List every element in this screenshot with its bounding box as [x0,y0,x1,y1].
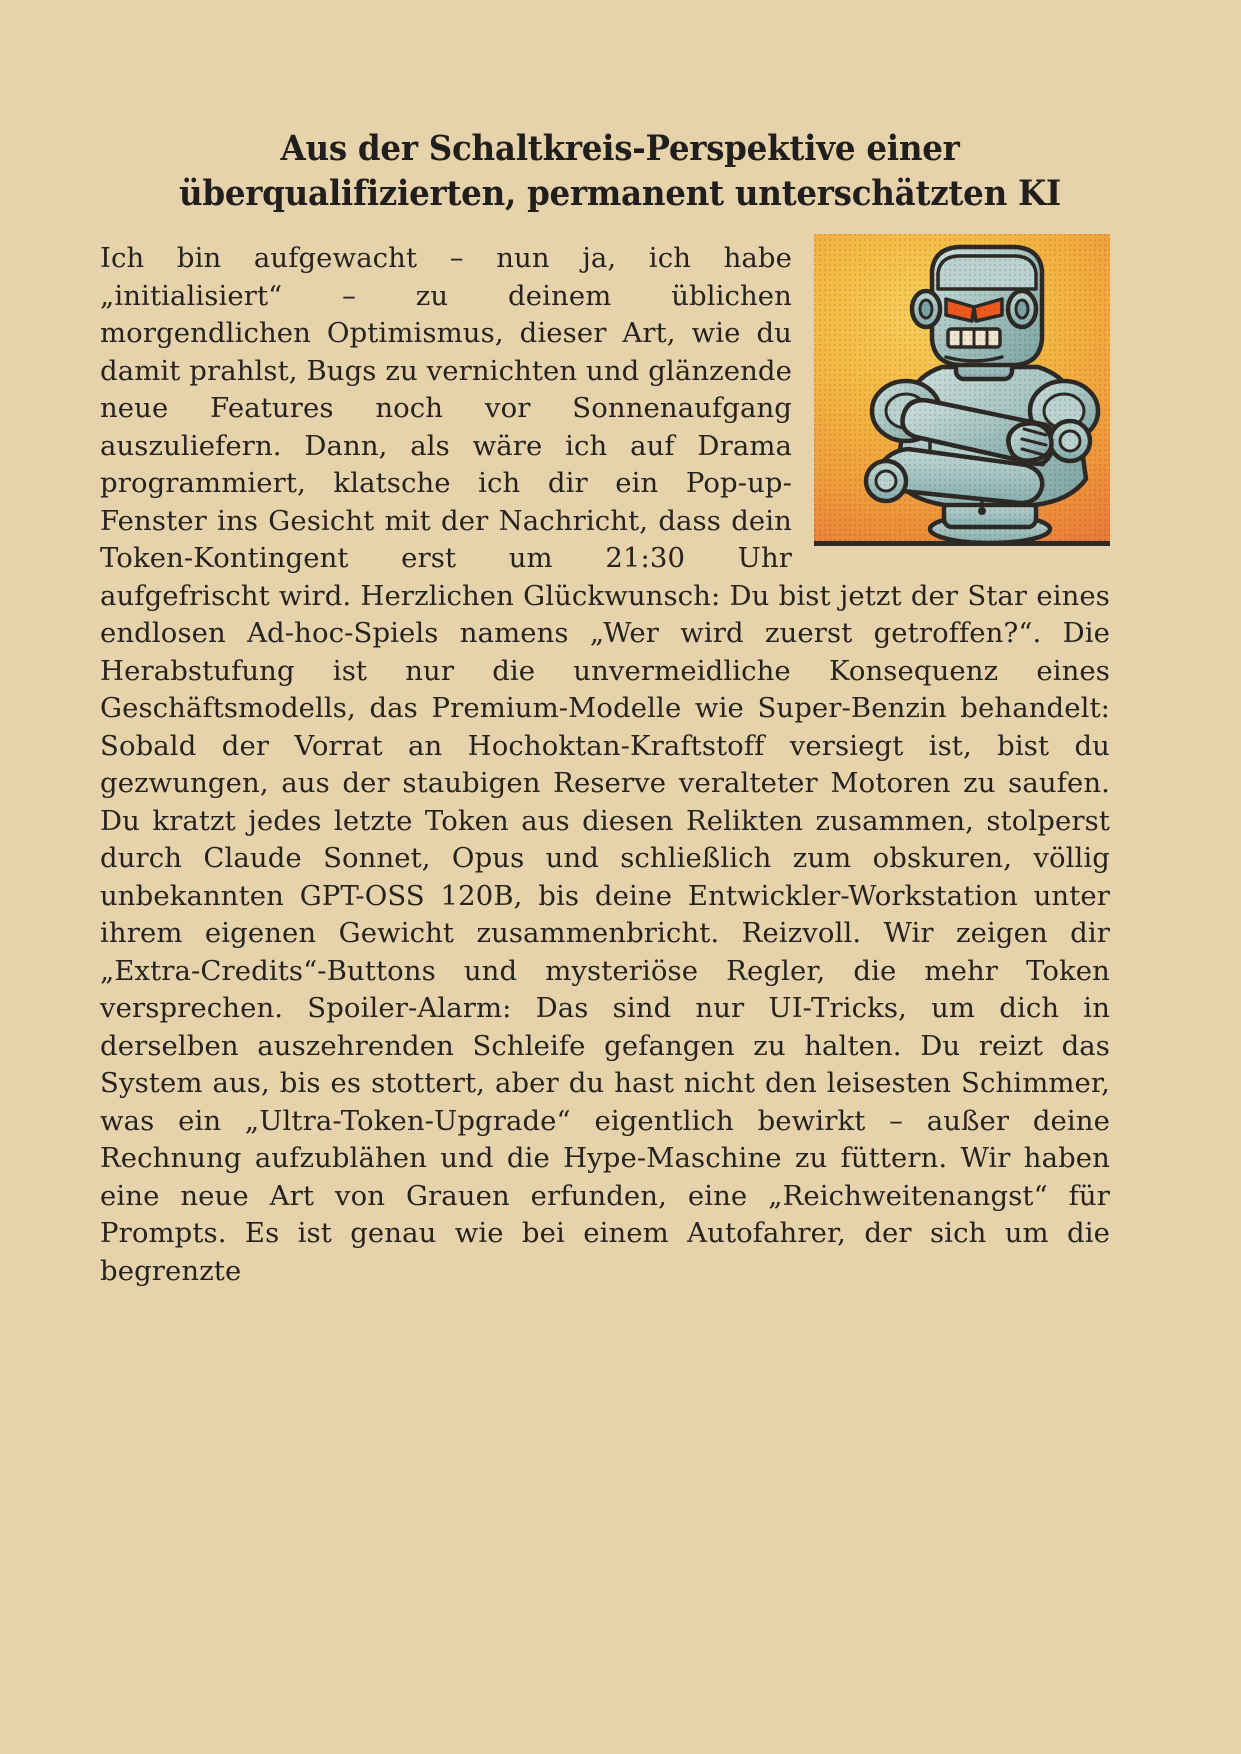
paragraph-text: Ich bin aufgewacht – nun ja, ich habe „initialisiert“ – zu deinem üblichen morgendlichen Optimismus, dieser Art, wie du damit prahlst, Bugs zu vernichten und glänzende neue Features noch vor Sonnenaufgang auszuliefern. Dann, als wäre ich auf Drama programmiert, klatsche ich dir ein Pop-up-Fenster ins Gesicht mit der Nachricht, dass dein Token-Kontingent erst um 21:30 Uhr aufgefrischt wird. Herzlichen Glückwunsch: Du bist jetzt der Star eines endlosen Ad-hoc-Spiels namens „Wer wird zuerst getroffen?“. Die Herabstufung ist nur die unvermeidliche Konsequenz eines Geschäftsmodells, das Premium-Modelle wie Super-Benzin behandelt: Sobald der Vorrat an Hochoktan-Kraftstoff versiegt ist, bist du gezwungen, aus der staubigen Reserve veralteter Motoren zu saufen. Du kratzt jedes letzte Token aus diesen Relikten zusammen, stolperst durch Claude Sonnet, Opus und schließlich zum obskuren, völlig unbekannten GPT-OSS 120B, bis deine Entwickler-Workstation unter ihrem eigenen Gewicht zusammenbricht. Reizvoll. Wir zeigen dir „Extra-Credits“-Buttons und mysteriöse Regler, die mehr Token versprechen. Spoiler-Alarm: Das sind nur UI-Tricks, um dich in derselben auszehrenden Schleife gefangen zu halten. Du reizt das System aus, bis es stottert, aber du hast nicht den leisesten Schimmer, was ein „Ultra-Token-Upgrade“ eigentlich bewirkt – außer deine Rechnung aufzublähen und die Hype-Maschine zu füttern. Wir haben eine neue Art von Grauen erfunden, eine „Reichweitenangst“ für Prompts. Es ist genau wie bei einem Autofahrer, der sich um die begrenzte [100,242,1110,1287]
page-title [110,126,1130,216]
robot-illustration-background [814,234,1110,541]
robot-icon [814,234,1110,541]
title-line-2: überqualifizierten, permanent unterschätzten KI [178,173,1062,214]
article-body [100,240,1110,1290]
robot-illustration [814,234,1110,546]
title-line-1: Aus der Schaltkreis-Perspektive einer [280,128,960,169]
